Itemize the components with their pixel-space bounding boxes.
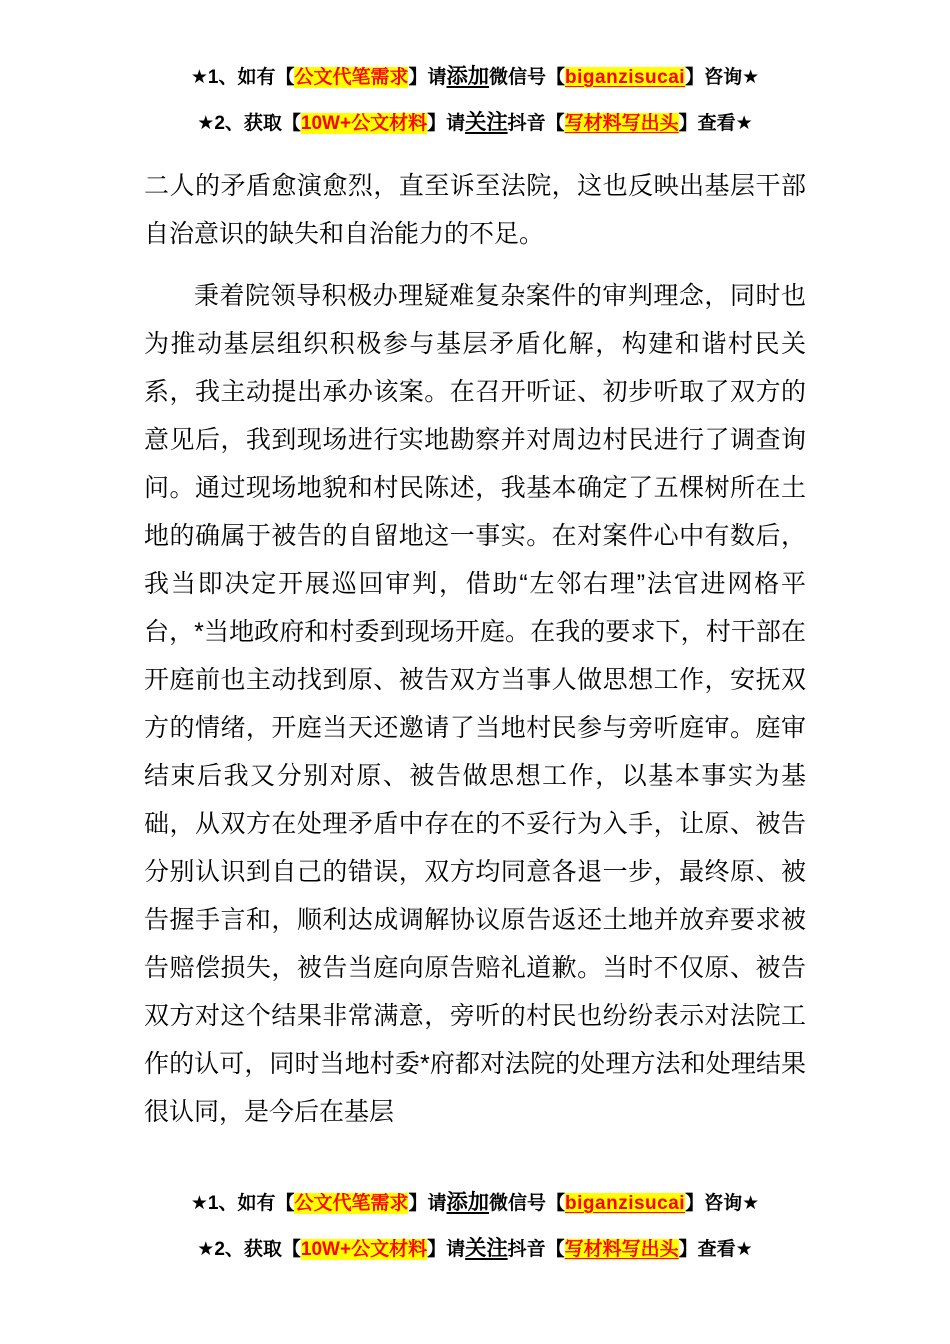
promo-highlight-term: 公文代笔需求 xyxy=(294,1193,409,1214)
promo-text: 】请 xyxy=(427,113,466,134)
promo-text: 微信号【 xyxy=(489,67,566,88)
promo-text: ★2、获取【 xyxy=(197,1239,301,1260)
promo-header-line-2 xyxy=(144,100,806,146)
promo-text: 】查看★ xyxy=(678,113,753,134)
promo-text: 】咨询★ xyxy=(685,1193,760,1214)
promo-text: 】请 xyxy=(427,1239,466,1260)
promo-underlined-action: 关注 xyxy=(465,1236,508,1260)
promo-text: 】咨询★ xyxy=(685,67,760,88)
document-body xyxy=(144,162,806,1136)
promo-text: 】请 xyxy=(408,67,447,88)
promo-underlined-action: 关注 xyxy=(465,110,508,134)
promo-text: ★1、如有【 xyxy=(190,67,295,88)
promo-header-line-1 xyxy=(144,54,806,100)
document-content xyxy=(144,0,806,1272)
promo-text: 】请 xyxy=(408,1193,447,1214)
promo-highlight-term: 10W+公文材料 xyxy=(300,113,428,134)
promo-text: 微信号【 xyxy=(489,1193,566,1214)
promo-text: ★2、获取【 xyxy=(197,113,301,134)
promo-underlined-action: 添加 xyxy=(446,64,490,88)
promo-highlight-term: 公文代笔需求 xyxy=(294,67,409,88)
promo-text: 】查看★ xyxy=(678,1239,753,1260)
promo-underlined-action: 添加 xyxy=(446,1190,490,1214)
promo-footer xyxy=(144,1180,806,1272)
promo-douyin-id: 写材料写出头 xyxy=(564,1239,679,1260)
promo-text: ★1、如有【 xyxy=(190,1193,295,1214)
promo-text: 抖音【 xyxy=(507,1239,565,1260)
promo-highlight-term: 10W+公文材料 xyxy=(300,1239,428,1260)
promo-footer-line-2 xyxy=(144,1226,806,1272)
promo-wechat-id: biganzisucai xyxy=(565,1193,686,1214)
promo-footer-line-1 xyxy=(144,1180,806,1226)
promo-header xyxy=(144,0,806,146)
promo-text: 抖音【 xyxy=(507,113,565,134)
promo-wechat-id: biganzisucai xyxy=(565,67,686,88)
paragraph-1: 二人的矛盾愈演愈烈，直至诉至法院，这也反映出基层干部自治意识的缺失和自治能力的不足。 xyxy=(144,172,806,248)
promo-douyin-id: 写材料写出头 xyxy=(564,113,679,134)
paragraph-2: 秉着院领导积极办理疑难复杂案件的审判理念，同时也为推动基层组织积极参与基层矛盾化解，构建和谐村民关系，我主动提出承办该案。在召开听证、初步听取了双方的意见后，我到现场进行实地勘察并对周边村民进行了调查询问。通过现场地貌和村民陈述，我基本确定了五棵树所在土地的确属于被告的自留地这一事实。在对案件心中有数后，我当即决定开展巡回审判，借助“左邻右理”法官进网格平台，*当地政府和村委到现场开庭。在我的要求下，村干部在开庭前也主动找到原、被告双方当事人做思想工作，安抚双方的情绪，开庭当天还邀请了当地村民参与旁听庭审。庭审结束后我又分别对原、被告做思想工作，以基本事实为基础，从双方在处理矛盾中存在的不妥行为入手，让原、被告分别认识到自己的错误，双方均同意各退一步，最终原、被告握手言和，顺利达成调解协议原告返还土地并放弃要求被告赔偿损失，被告当庭向原告赔礼道歉。当时不仅原、被告双方对这个结果非常满意，旁听的村民也纷纷表示对法院工作的认可，同时当地村委*府都对法院的处理方法和处理结果很认同，是今后在基层 xyxy=(144,282,806,1126)
